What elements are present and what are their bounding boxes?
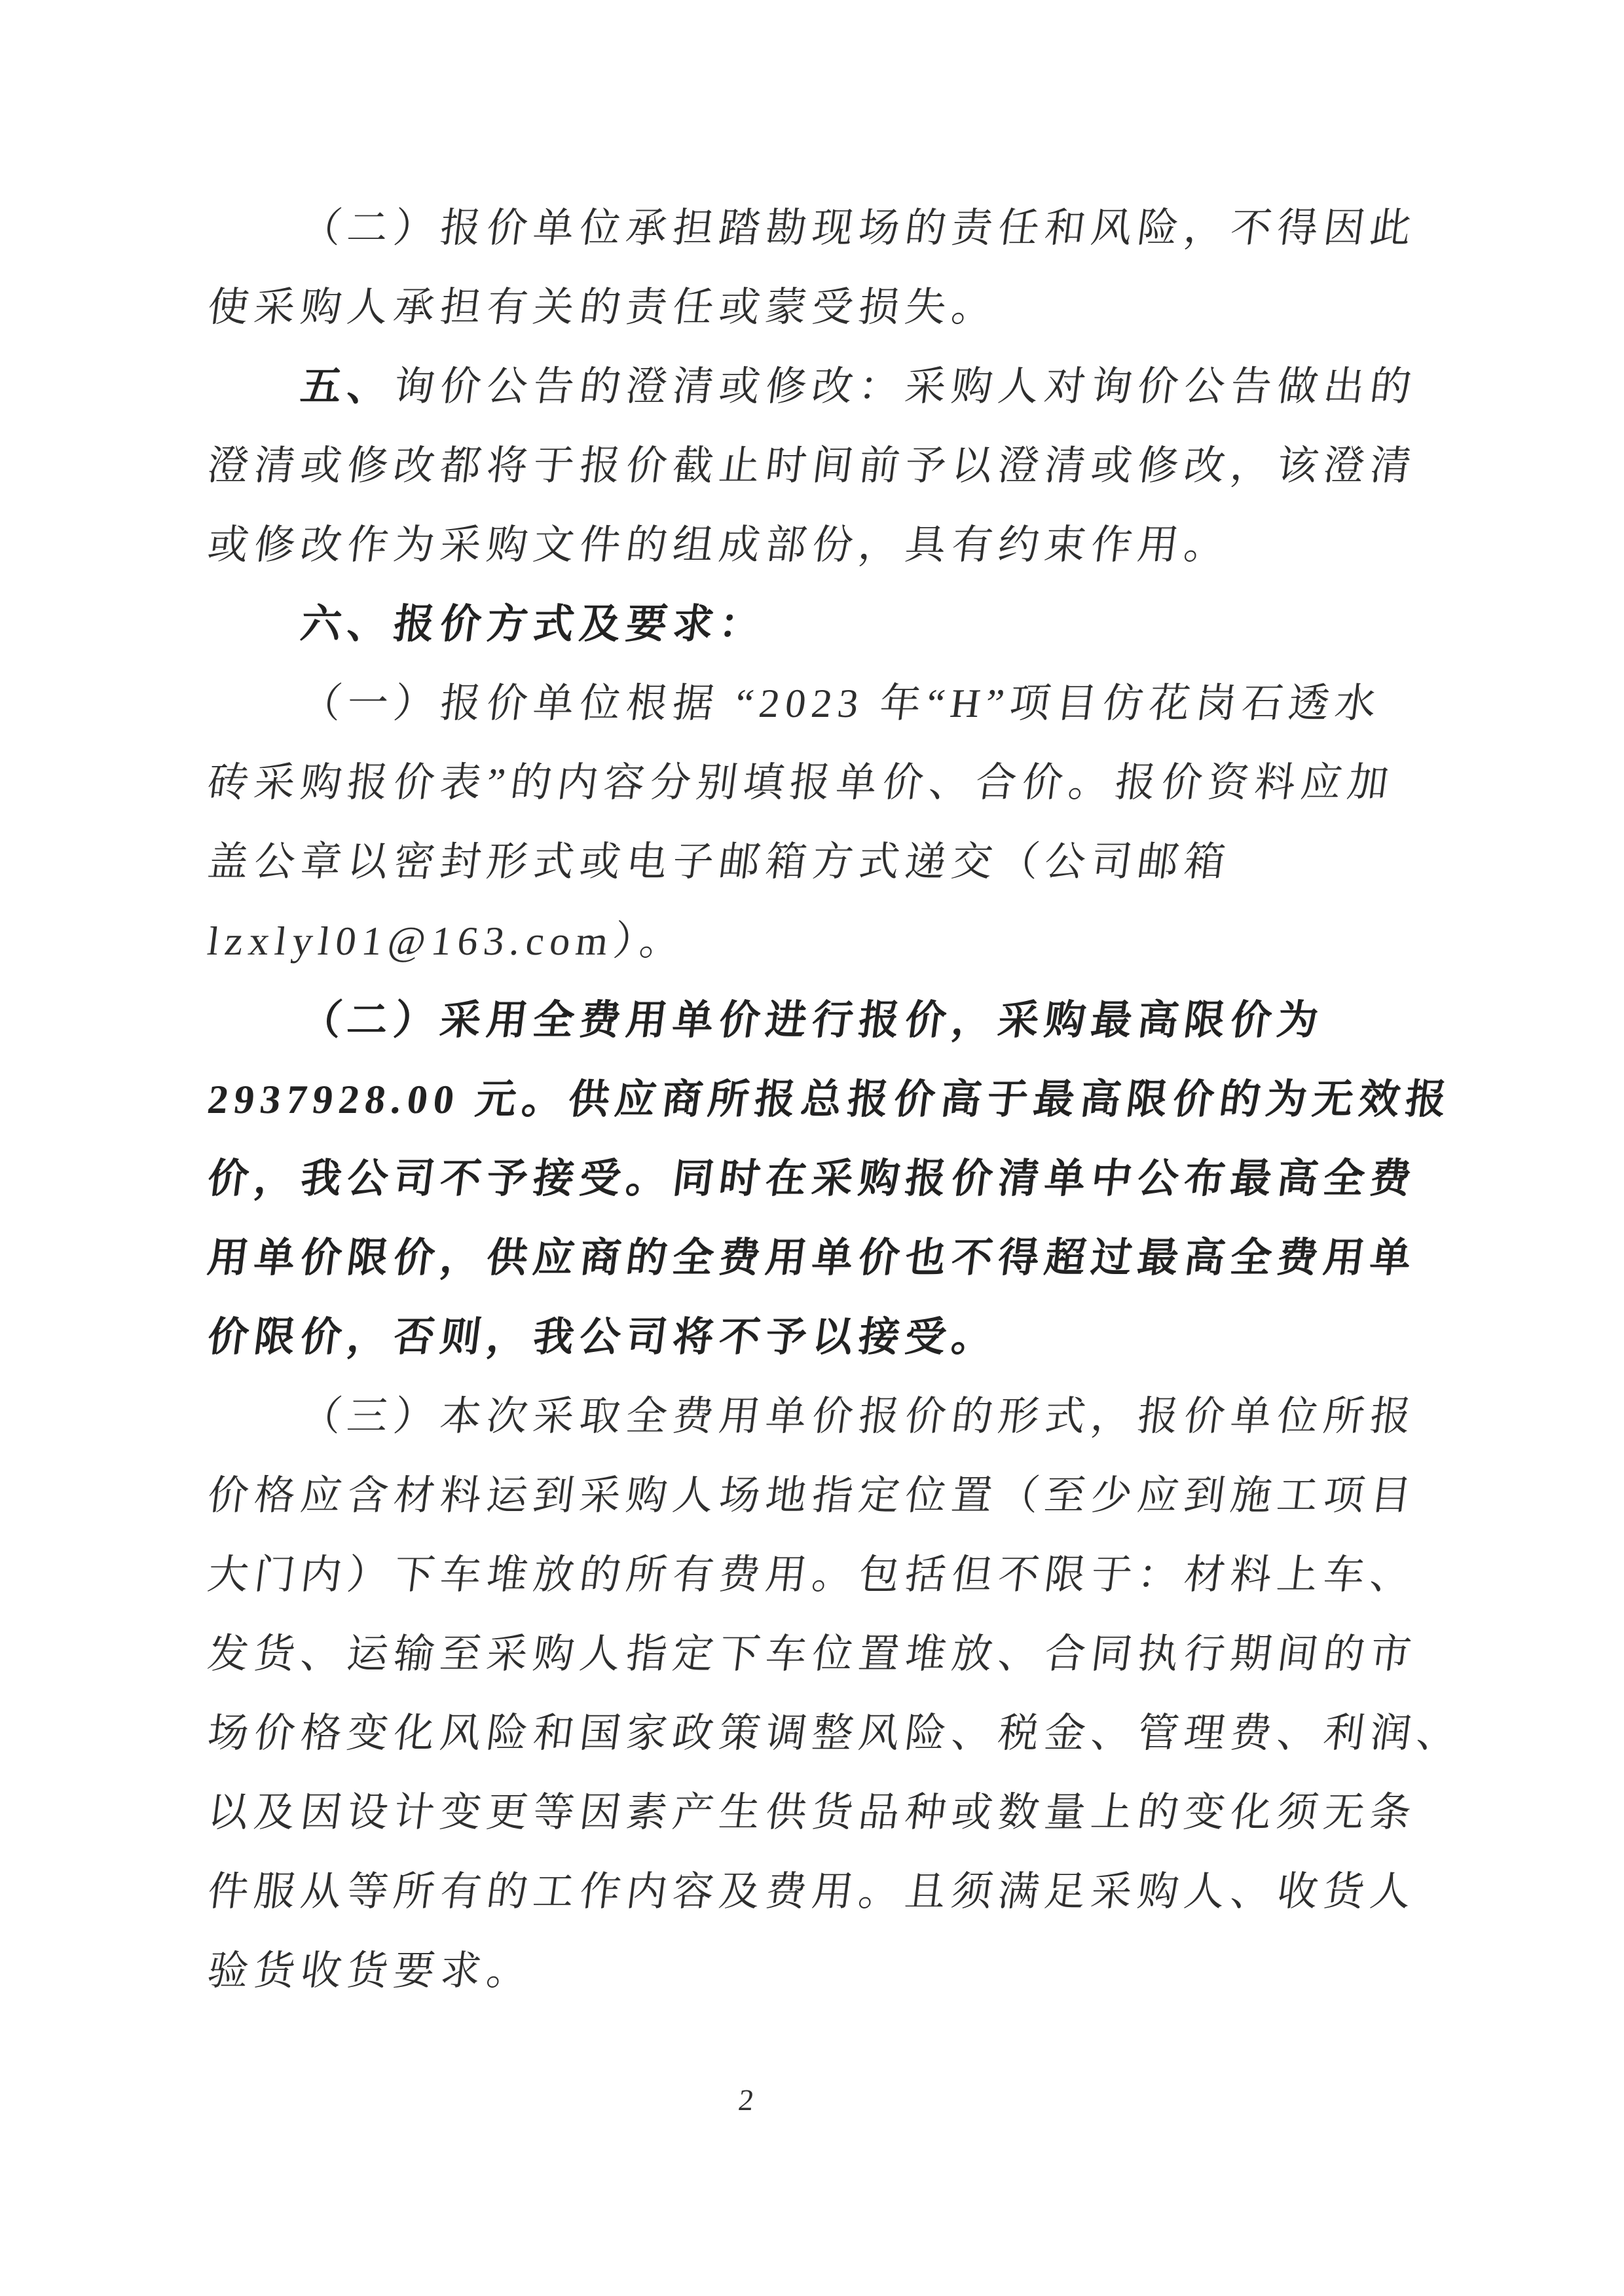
text-line: 使采购人承担有关的责任或蒙受损失。: [205, 285, 1001, 330]
max-price-clause-line: （二）采用全费用单价进行报价，采购最高限价为: [298, 998, 1327, 1043]
text-line: 大门内）下车堆放的所有费用。包括但不限于：材料上车、: [205, 1553, 1420, 1597]
text-line: （一）报价单位根据 “2023 年“H”项目仿花岗石透水: [298, 682, 1385, 726]
text-line: 砖采购报价表”的内容分别填报单价、合价。报价资料应加: [205, 761, 1397, 805]
email-line: lzxlyl01@163.com）。: [205, 919, 690, 964]
text-line: 或修改作为采购文件的组成部份，具有约束作用。: [205, 523, 1234, 568]
text-line: 场价格变化风险和国家政策调整风险、税金、管理费、利润、: [205, 1711, 1466, 1756]
document-body-text: [203, 189, 1466, 2011]
section-heading-6: 六、报价方式及要求：: [298, 602, 769, 647]
text-line: 验货收货要求。: [205, 1949, 536, 1994]
text-line: （三）本次采取全费用单价报价的形式，报价单位所报: [298, 1394, 1420, 1439]
max-price-value-line: 2937928.00 元。供应商所报总报价高于最高限价的为无效报: [205, 1078, 1455, 1122]
text-line: （二）报价单位承担踏勘现场的责任和风险，不得因此: [298, 206, 1420, 251]
page-number: 2: [736, 2083, 756, 2117]
text-line: 盖公章以密封形式或电子邮箱方式递交（公司邮箱: [205, 840, 1234, 884]
text-line: 价，我公司不予接受。同时在采购报价清单中公布最高全费: [205, 1157, 1420, 1201]
text-line: 价格应含材料运到采购人场地指定位置（至少应到施工项目: [205, 1474, 1420, 1518]
text-line: 以及因设计变更等因素产生供货品种或数量上的变化须无条: [205, 1791, 1420, 1835]
text-line: 价限价，否则，我公司将不予以接受。: [205, 1315, 1001, 1360]
text-line: 澄清或修改都将于报价截止时间前予以澄清或修改，该澄清: [205, 444, 1420, 488]
section-heading-5: [203, 348, 1444, 427]
text-line-segment: 询价公告的澄清或修改：采购人对询价公告做出的: [391, 365, 1420, 409]
section-number: 五、: [298, 365, 397, 409]
text-line: 件服从等所有的工作内容及费用。且须满足采购人、收货人: [205, 1870, 1420, 1914]
text-line: 用单价限价，供应商的全费用单价也不得超过最高全费用单: [205, 1236, 1420, 1281]
text-line: 发货、运输至采购人指定下车位置堆放、合同执行期间的市: [205, 1632, 1420, 1677]
